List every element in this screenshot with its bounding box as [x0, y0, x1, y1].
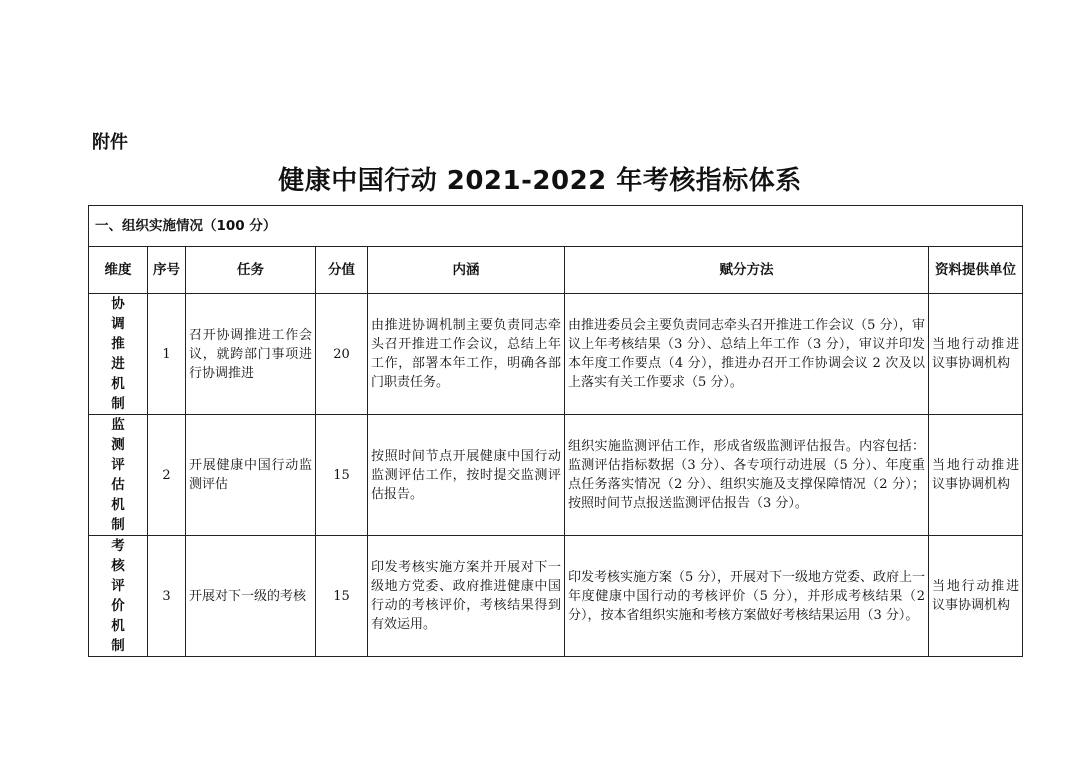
header-content: 内涵 [368, 247, 565, 294]
row-dimension: 考核评价机制 [89, 536, 148, 657]
header-task: 任务 [186, 247, 316, 294]
header-dimension: 维度 [89, 247, 148, 294]
section-title: 一、组织实施情况（100 分） [89, 206, 1023, 247]
row-index: 3 [148, 536, 186, 657]
row-method: 印发考核实施方案（5 分），开展对下一级地方党委、政府上一年度健康中国行动的考核评价（5 分），并形成考核结果（2 分），按本省组织实施和考核方案做好考核结果运用（3 分）。 [565, 536, 929, 657]
header-method: 赋分方法 [565, 247, 929, 294]
row-score: 15 [316, 536, 368, 657]
header-provider: 资料提供单位 [929, 247, 1023, 294]
table-row [89, 536, 1023, 657]
row-index: 2 [148, 415, 186, 536]
row-content: 印发考核实施方案并开展对下一级地方党委、政府推进健康中国行动的考核评价，考核结果得到有效运用。 [368, 536, 565, 657]
row-method: 由推进委员会主要负责同志牵头召开推进工作会议（5 分），审议上年考核结果（3 分）、总结上年工作（3 分），审议并印发本年度工作要点（4 分），推进办召开工作协调会议 2 次及以上落实有关工作要求（5 分）。 [565, 294, 929, 415]
row-provider: 当地行动推进议事协调机构 [929, 415, 1023, 536]
table-header-row [89, 247, 1023, 294]
row-content: 按照时间节点开展健康中国行动监测评估工作，按时提交监测评估报告。 [368, 415, 565, 536]
row-provider: 当地行动推进议事协调机构 [929, 536, 1023, 657]
row-task: 召开协调推进工作会议，就跨部门事项进行协调推进 [186, 294, 316, 415]
header-score: 分值 [316, 247, 368, 294]
row-task: 开展对下一级的考核 [186, 536, 316, 657]
row-content: 由推进协调机制主要负责同志牵头召开推进工作会议，总结上年工作，部署本年工作，明确各部门职责任务。 [368, 294, 565, 415]
table-row [89, 294, 1023, 415]
attachment-label: 附件 [92, 132, 128, 153]
section-row [89, 206, 1023, 247]
row-provider: 当地行动推进议事协调机构 [929, 294, 1023, 415]
row-index: 1 [148, 294, 186, 415]
row-score: 15 [316, 415, 368, 536]
row-score: 20 [316, 294, 368, 415]
document-title: 健康中国行动 2021-2022 年考核指标体系 [278, 166, 802, 196]
row-method: 组织实施监测评估工作，形成省级监测评估报告。内容包括：监测评估指标数据（3 分）、各专项行动进展（5 分）、年度重点任务落实情况（2 分）、组织实施及支撑保障情况（2 分）；按照时间节点报送监测评估报告（3 分）。 [565, 415, 929, 536]
table-row [89, 415, 1023, 536]
row-dimension: 监测评估机制 [89, 415, 148, 536]
row-task: 开展健康中国行动监测评估 [186, 415, 316, 536]
row-dimension: 协调推进机制 [89, 294, 148, 415]
header-index: 序号 [148, 247, 186, 294]
indicator-table [88, 205, 1023, 657]
